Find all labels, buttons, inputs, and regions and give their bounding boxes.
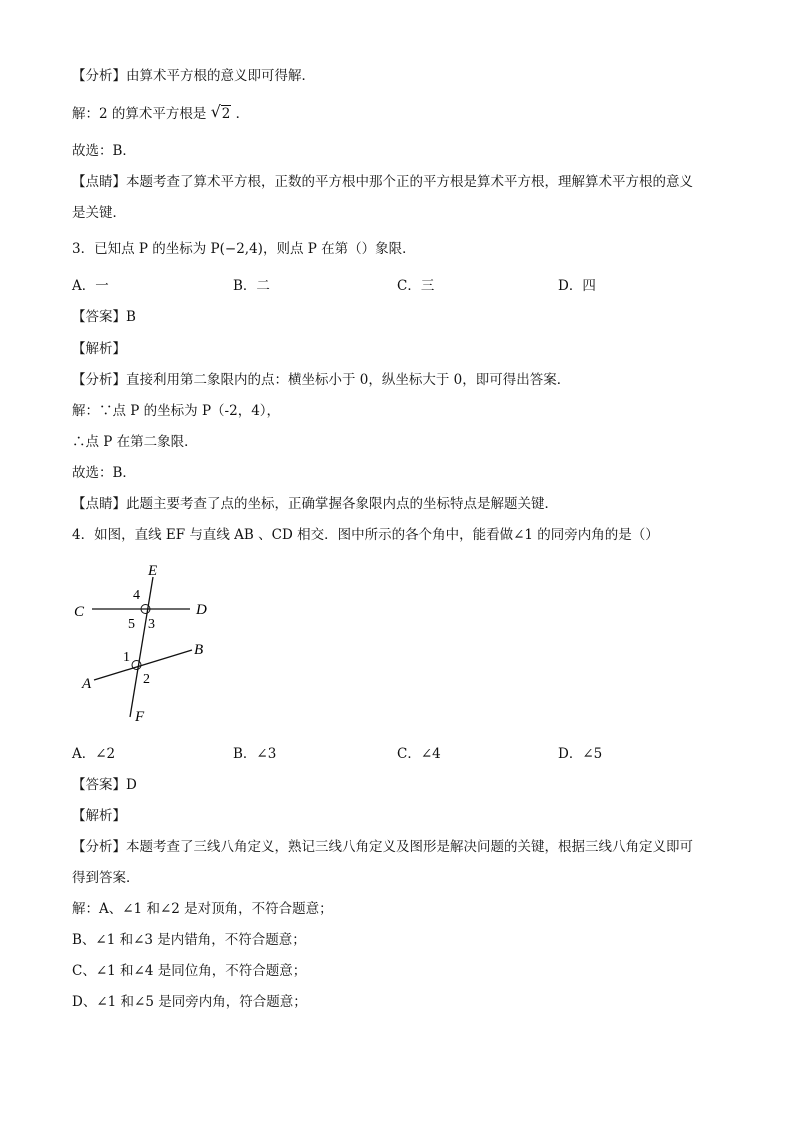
q4-option-b: B．∠3 xyxy=(233,746,277,762)
solution-line xyxy=(72,104,249,124)
q4-option-d: D．∠5 xyxy=(558,746,603,762)
question-4: 4．如图，直线 EF 与直线 AB 、CD 相交．图中所示的各个角中，能看做∠1 的同旁内角的是（） xyxy=(72,527,659,543)
q3-option-d: D．四 xyxy=(558,278,596,294)
q4-solution-a: 解：A、∠1 和∠2 是对顶角，不符合题意； xyxy=(72,901,333,917)
q3-solution-1: 解：∵点 P 的坐标为 P（-2，4）， xyxy=(72,403,281,419)
q3-solution-2: ∴点 P 在第二象限． xyxy=(72,434,198,450)
q3-dianjing: 【点睛】此题主要考查了点的坐标，正确掌握各象限内点的坐标特点是解题关键． xyxy=(72,496,558,512)
angle-2: 2 xyxy=(143,672,150,687)
q3-option-c: C．三 xyxy=(397,278,435,294)
q3-option-a: A．一 xyxy=(72,278,109,294)
intersection-mark-bottom xyxy=(132,661,141,670)
radicand: 2 xyxy=(221,106,231,122)
dianjing-line-1: 【点睛】本题考查了算术平方根，正数的平方根中那个正的平方根是算术平方根，理解算术平方根的意义 xyxy=(72,174,693,190)
q3-choose: 故选：B． xyxy=(72,465,136,481)
q3-analysis: 【分析】直接利用第二象限内的点：横坐标小于 0，纵坐标大于 0，即可得出答案． xyxy=(72,372,571,388)
q4-jiexi: 【解析】 xyxy=(72,808,126,824)
q3-option-b: B．二 xyxy=(233,278,270,294)
question-3: 3．已知点 P 的坐标为 P(−2,4)，则点 P 在第（）象限． xyxy=(72,241,416,257)
label-a: A xyxy=(82,676,92,692)
analysis-line: 【分析】由算术平方根的意义即可得解． xyxy=(72,68,315,84)
label-e: E xyxy=(148,563,158,579)
label-b: B xyxy=(194,642,204,658)
q4-solution-c: C、∠1 和∠4 是同位角，不符合题意； xyxy=(72,963,307,979)
q3-answer: 【答案】B xyxy=(72,309,136,325)
q4-answer: 【答案】D xyxy=(72,777,137,793)
geometry-figure xyxy=(70,555,230,730)
label-c: C xyxy=(74,604,85,620)
angle-4: 4 xyxy=(133,588,140,603)
angle-5: 5 xyxy=(128,617,135,632)
sqrt-expression: √ 2 xyxy=(210,102,231,122)
dianjing-line-2: 是关键． xyxy=(72,205,126,221)
q3-jiexi: 【解析】 xyxy=(72,341,126,357)
q4-solution-d: D、∠1 和∠5 是同旁内角，符合题意； xyxy=(72,994,307,1010)
label-d: D xyxy=(196,602,207,618)
q4-analysis-1: 【分析】本题考查了三线八角定义，熟记三线八角定义及图形是解决问题的关键，根据三线八角定义即可 xyxy=(72,839,693,855)
solution-end: ． xyxy=(235,106,250,122)
q4-option-a: A．∠2 xyxy=(72,746,116,762)
angle-3: 3 xyxy=(148,617,155,632)
solution-text: 解：2 的算术平方根是 xyxy=(72,106,207,122)
q4-solution-b: B、∠1 和∠3 是内错角，不符合题意； xyxy=(72,932,306,948)
angle-1: 1 xyxy=(123,650,130,665)
q4-option-c: C．∠4 xyxy=(397,746,441,762)
choose-line: 故选：B． xyxy=(72,143,136,159)
label-f: F xyxy=(135,709,145,725)
q4-analysis-2: 得到答案． xyxy=(72,870,140,886)
